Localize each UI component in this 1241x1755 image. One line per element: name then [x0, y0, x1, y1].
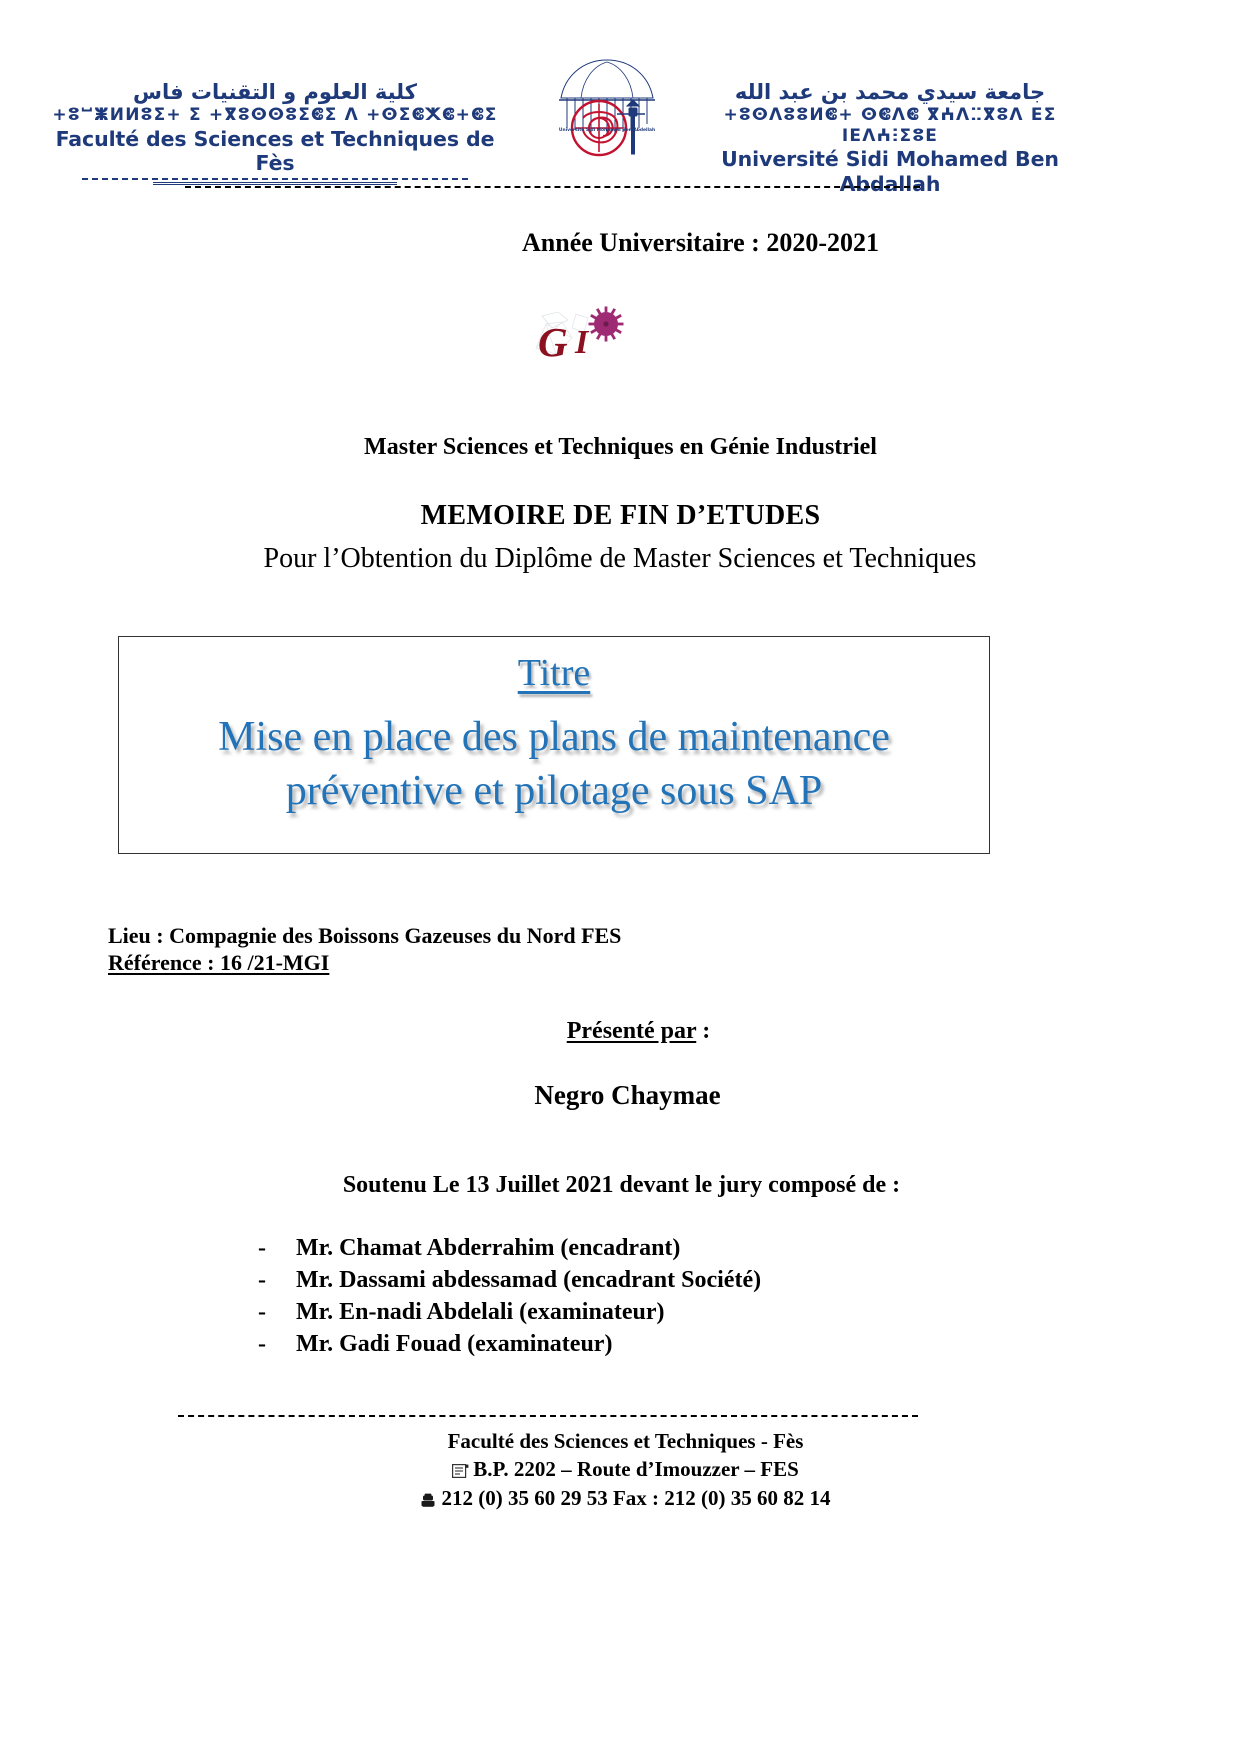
thesis-title: Mise en place des plans de maintenance préventive et pilotage sous SAP [218, 713, 890, 814]
mail-icon [452, 1458, 469, 1486]
internship-location: Lieu : Compagnie des Boissons Gazeuses du Nord FES [108, 923, 622, 948]
faculty-identity-block [40, 80, 510, 185]
program-line: Master Sciences et Techniques en Génie Industriel [364, 434, 877, 460]
top-dashed-separator [185, 186, 920, 188]
presented-by-colon: : [696, 1018, 711, 1044]
logo-letter-i: I [575, 324, 589, 361]
university-emblem-logo [553, 56, 661, 178]
list-item [258, 1328, 958, 1360]
faculty-name-tifinagh: +ⵓⵯⵥⵍⵍⵓⵉ+ ⵉ +ⴳⵓⵙⵙⵓⵉⵞⵉ ⴷ +ⵙⵉⵞⵅⵞ+ⵞⵉ [52, 105, 498, 126]
jury-member-name: Mr. En-nadi Abdelali (examinateur) [296, 1299, 665, 1326]
jury-member-name: Mr. Dassami abdessamad (encadrant Société) [296, 1267, 762, 1294]
defense-date-line: Soutenu Le 13 Juillet 2021 devant le jury composé de : [342, 1172, 901, 1198]
faculty-name-arabic: كلية العلوم و التقنيات فاس [133, 80, 417, 104]
list-item [258, 1232, 958, 1264]
list-dash: - [258, 1299, 266, 1326]
university-name-tifinagh: +ⵓⵙⴷⵓⵓⵍⵞ+ ⵙⵞⴷⵞ ⴳⵄⴷⵆⴳⵓⴷ ⴹⵉ ⵏⴹⴷⵄⵗⵉⵓⴹ [723, 105, 1057, 146]
list-dash: - [258, 1267, 266, 1294]
gear-icon [588, 306, 624, 342]
jury-list [258, 1232, 958, 1361]
list-dash: - [258, 1331, 266, 1358]
bottom-dashed-separator [178, 1415, 918, 1417]
emblem-caption: Université Sidi Mohamed Ben Abdellah [558, 128, 656, 133]
footer-address: B.P. 2202 – Route d’Imouzzer – FES [473, 1456, 799, 1481]
list-item [258, 1264, 958, 1296]
thesis-title-box [118, 636, 990, 854]
academic-year: Année Universitaire : 2020-2021 [522, 228, 879, 257]
jury-member-name: Mr. Chamat Abderrahim (encadrant) [296, 1235, 681, 1261]
university-name-arabic: جامعة سيدي محمد بن عبد الله [734, 80, 1046, 104]
jury-member-name: Mr. Gadi Fouad (examinateur) [296, 1331, 613, 1358]
phone-icon [420, 1489, 436, 1515]
presented-by-label [0, 1018, 1241, 1045]
footer-institution: Faculté des Sciences et Techniques - Fès [447, 1429, 804, 1453]
genie-industriel-logo [530, 300, 630, 378]
student-name: Negro Chaymae [534, 1080, 721, 1110]
document-type-heading: MEMOIRE DE FIN D’ETUDES [420, 500, 821, 531]
list-item [258, 1296, 958, 1328]
logo-letter-g: G [538, 319, 568, 365]
footer-phone: 212 (0) 35 60 29 53 Fax : 212 (0) 35 60 82 14 [441, 1486, 831, 1511]
university-name-french: Université Sidi Mohamed Ben Abdallah [721, 146, 1059, 196]
presented-by-underlined: Présenté par [566, 1018, 697, 1044]
university-identity-block [690, 80, 1090, 196]
list-dash: - [258, 1235, 266, 1261]
faculty-underline-double [153, 182, 397, 185]
faculty-name-french: Faculté des Sciences et Techniques de Fès [55, 126, 495, 176]
degree-purpose-line: Pour l’Obtention du Diplôme de Master Sciences et Techniques [263, 543, 977, 574]
footer-address-row [10, 1456, 1241, 1486]
footer-phone-row [10, 1485, 1241, 1515]
page-header [0, 28, 1241, 196]
title-label: Titre [517, 652, 591, 694]
reference-number: Référence : 16 /21-MGI [108, 950, 330, 975]
page-footer [0, 1428, 1241, 1516]
faculty-underline-dashed [82, 178, 467, 180]
